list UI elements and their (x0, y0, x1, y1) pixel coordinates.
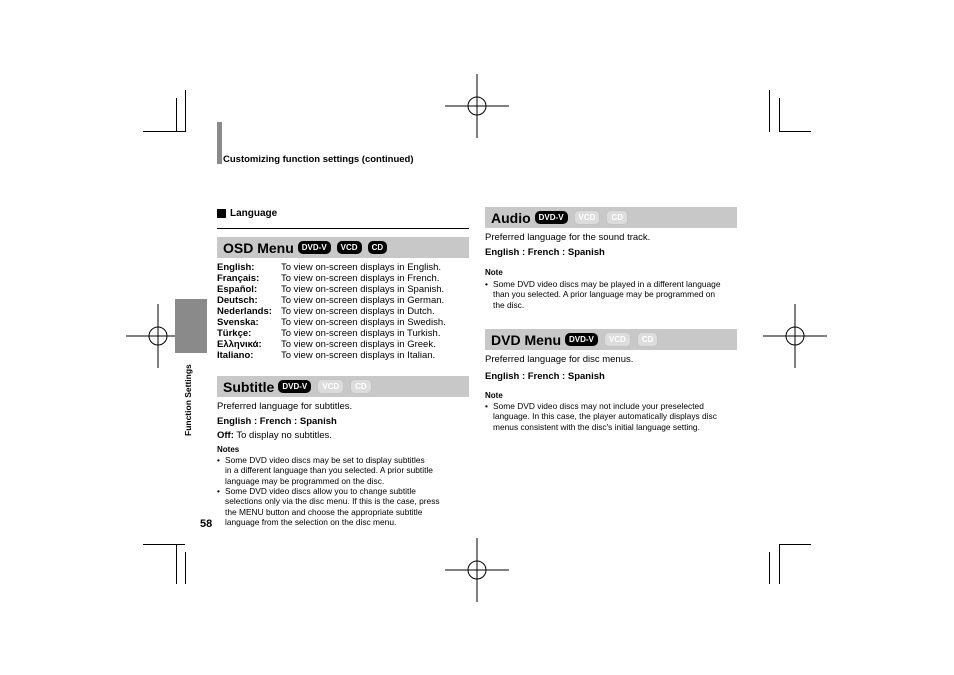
osd-row-desc: To view on-screen displays in German. (281, 295, 445, 306)
dvd-menu-options: English : French : Spanish (485, 371, 605, 382)
page-number: 58 (200, 518, 213, 530)
subtitle-off-label: Off: (217, 430, 234, 441)
osd-row-label: Italiano: (217, 350, 254, 361)
osd-row-label: English: (217, 262, 255, 273)
osd-row-desc: To view on-screen displays in Italian. (281, 350, 436, 361)
dvd-v-badge: DVD-V (278, 380, 311, 393)
note-line: menus consistent with the disc's initial language setting. (493, 421, 700, 432)
note-line: the disc. (493, 299, 525, 310)
osd-row-label: Ελληνικά: (217, 339, 262, 350)
osd-row-label: Español: (217, 284, 258, 295)
language-heading (217, 208, 277, 219)
divider (217, 228, 469, 229)
cd-badge: CD (606, 210, 628, 225)
audio-title: Audio (491, 209, 531, 226)
bullet-icon: • (217, 455, 220, 465)
osd-row-desc: To view on-screen displays in French. (281, 273, 440, 284)
vcd-badge: VCD (317, 379, 344, 394)
subtitle-options: English : French : Spanish (217, 416, 337, 427)
bullet-icon: • (485, 401, 488, 411)
registration-mark-icon (445, 74, 509, 138)
crop-mark (779, 544, 780, 584)
note-line: Some DVD video discs allow you to change subtitle (225, 486, 416, 496)
note-line: Some DVD video discs may be played in a different language (493, 279, 721, 289)
osd-menu-header (217, 237, 469, 258)
note-line: Some DVD video discs may be set to display subtitles (225, 455, 425, 465)
audio-header (485, 207, 737, 228)
cd-badge: CD (368, 241, 388, 254)
cd-badge: CD (637, 332, 659, 347)
audio-options: English : French : Spanish (485, 247, 605, 258)
note-line: the MENU button and choose the appropriate subtitle (225, 506, 423, 517)
crop-mark (779, 131, 811, 132)
osd-row-desc: To view on-screen displays in Greek. (281, 339, 436, 350)
crop-mark (779, 544, 811, 545)
audio-description: Preferred language for the sound track. (485, 232, 651, 243)
osd-row-desc: To view on-screen displays in Turkish. (281, 328, 441, 339)
registration-mark-icon (445, 538, 509, 602)
crop-mark (779, 98, 780, 132)
language-heading-text: Language (230, 208, 278, 219)
dvd-v-badge: DVD-V (565, 333, 598, 346)
crop-mark (176, 98, 177, 132)
osd-row-label: Türkçe: (217, 328, 252, 339)
crop-mark (769, 552, 770, 584)
cd-badge: CD (350, 379, 372, 394)
section-tab-text: Function Settings (183, 364, 193, 436)
crop-mark (143, 131, 185, 132)
crop-mark (185, 90, 186, 132)
osd-row-desc: To view on-screen displays in English. (281, 262, 441, 273)
dvd-v-badge: DVD-V (535, 211, 568, 224)
note-line: language may be programmed on the disc. (225, 475, 385, 486)
dvd-menu-header (485, 329, 737, 350)
dvd-menu-description: Preferred language for disc menus. (485, 354, 634, 365)
subtitle-title: Subtitle (223, 378, 275, 395)
header-accent-bar (217, 122, 222, 164)
subtitle-description: Preferred language for subtitles. (217, 401, 353, 412)
vcd-badge: VCD (604, 332, 631, 347)
bullet-icon: • (485, 279, 488, 289)
crop-mark (143, 544, 185, 545)
osd-menu-title: OSD Menu (223, 239, 294, 256)
registration-mark-icon (763, 304, 827, 368)
osd-row-desc: To view on-screen displays in Dutch. (281, 306, 435, 317)
section-tab (175, 299, 207, 353)
note-line: language. In this case, the player automatically displays disc (493, 411, 717, 422)
dvd-v-badge: DVD-V (298, 241, 331, 254)
dvd-menu-title: DVD Menu (491, 331, 561, 348)
note-line: selections only via the disc menu. If this is the case, press (225, 496, 440, 507)
vcd-badge: VCD (337, 241, 362, 254)
subtitle-off-desc: To display no subtitles. (233, 430, 332, 441)
note-line: in a different language than you selected. A prior subtitle (225, 465, 433, 476)
crop-mark (185, 552, 186, 584)
note-line: Some DVD video discs may not include your preselected (493, 401, 704, 411)
osd-row-desc: To view on-screen displays in Swedish. (281, 317, 446, 328)
osd-row-desc: To view on-screen displays in Spanish. (281, 284, 445, 295)
osd-row-label: Nederlands: (217, 306, 272, 317)
subtitle-notes-heading: Notes (217, 445, 240, 454)
osd-row-label: Français: (217, 273, 260, 284)
subtitle-header (217, 376, 469, 397)
osd-row-label: Deutsch: (217, 295, 258, 306)
crop-mark (769, 90, 770, 132)
audio-note-heading: Note (485, 268, 503, 277)
page-title: Customizing function settings (continued) (223, 154, 414, 165)
vcd-badge: VCD (574, 210, 601, 225)
note-line: than you selected. A prior language may be programmed on (493, 289, 716, 300)
note-line: language from the selection on the disc menu. (225, 517, 397, 528)
osd-row-label: Svenska: (217, 317, 259, 328)
subtitle-off-line (217, 430, 332, 441)
bullet-icon: • (217, 486, 220, 496)
crop-mark (176, 544, 177, 584)
dvd-menu-note-heading: Note (485, 391, 503, 400)
square-bullet-icon (217, 209, 226, 218)
